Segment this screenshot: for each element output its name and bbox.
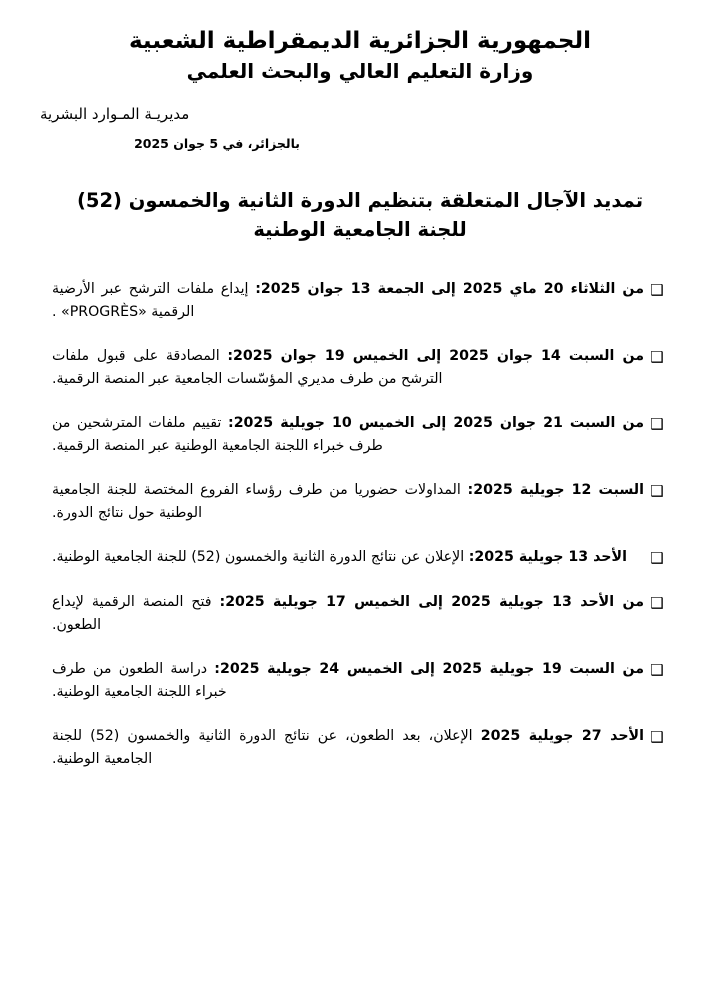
list-item-text (52, 479, 646, 525)
directorate-block (0, 105, 720, 125)
list-item (52, 412, 668, 458)
list-item-text (52, 412, 646, 458)
page-title-line-1: تمديد الآجال المتعلقة بتنظيم الدورة الثانية والخمسون (52) (76, 189, 644, 213)
list-item-date: من السبت 19 جويلية 2025 إلى الخميس 24 جويلية 2025: (214, 661, 645, 678)
square-bullet-icon: ❑ (650, 594, 664, 613)
list-item-date: السبت 12 جويلية 2025: (467, 481, 644, 498)
directorate-label: مديريـة المـوارد البشرية (40, 104, 190, 123)
document-header (0, 0, 720, 85)
square-bullet-icon: ❑ (650, 347, 664, 366)
list-item-description: تقييم ملفات المترشحين من طرف خبراء اللجنة الجامعية الوطنية عبر المنصة الرقمية. (52, 414, 383, 454)
square-bullet-icon: ❑ (650, 728, 664, 747)
list-item (52, 345, 668, 391)
list-item (52, 658, 668, 704)
list-item (52, 479, 668, 525)
square-bullet-icon: ❑ (650, 414, 664, 433)
ministry-heading: وزارة التعليم العالي والبحث العلمي (186, 59, 534, 84)
list-item-description: الإعلان، بعد الطعون، عن نتائج الدورة الثانية والخمسون (52) للجنة الجامعية الوطنية. (52, 728, 481, 768)
list-item (52, 278, 668, 324)
list-item-description: إيداع ملفات الترشح عبر الأرضية الرقمية «PROGRÈS» . (52, 280, 256, 320)
list-item-description: المصادقة على قبول ملفات الترشح من طرف مديري المؤسّسات الجامعية عبر المنصة الرقمية. (52, 347, 443, 387)
schedule-list (0, 278, 720, 771)
list-item-text (52, 725, 646, 771)
page-title (0, 187, 720, 244)
list-item-date: الأحد 13 جويلية 2025: (468, 548, 627, 565)
list-item-text (52, 278, 646, 324)
republic-heading: الجمهورية الجزائرية الديمقراطية الشعبية (128, 28, 592, 54)
list-item (52, 546, 668, 570)
list-item-date: من السبت 14 جوان 2025 إلى الخميس 19 جوان 2025: (227, 347, 644, 364)
list-item-description: المداولات حضوريا من طرف رؤساء الفروع المختصة للجنة الجامعية الوطنية حول نتائج الدورة. (52, 481, 468, 521)
list-item (52, 725, 668, 771)
place-date-label: بالجزائر، في 5 جوان 2025 (134, 136, 300, 152)
list-item (52, 591, 668, 637)
place-date-block (0, 136, 720, 151)
list-item-description: فتح المنصة الرقمية لإيداع الطعون. (52, 594, 220, 634)
list-item-date: الأحد 27 جويلية 2025 (480, 728, 644, 745)
list-item-date: من الأحد 13 جويلية 2025 إلى الخميس 17 جويلية 2025: (219, 594, 645, 611)
list-item-text (52, 546, 646, 569)
page-title-line-2: للجنة الجامعية الوطنية (253, 217, 467, 241)
square-bullet-icon: ❑ (650, 548, 664, 567)
list-item-text (52, 591, 646, 637)
square-bullet-icon: ❑ (650, 280, 664, 299)
list-item-description: دراسة الطعون من طرف خبراء اللجنة الجامعية الوطنية. (52, 661, 227, 701)
list-item-text (52, 658, 646, 704)
list-item-text (52, 345, 646, 391)
list-item-date: من الثلاثاء 20 ماي 2025 إلى الجمعة 13 جوان 2025: (255, 280, 644, 297)
square-bullet-icon: ❑ (650, 661, 664, 680)
list-item-description: الإعلان عن نتائج الدورة الثانية والخمسون (52) للجنة الجامعية الوطنية. (52, 548, 469, 565)
list-item-date: من السبت 21 جوان 2025 إلى الخميس 10 جويلية 2025: (228, 414, 644, 431)
square-bullet-icon: ❑ (650, 481, 664, 500)
